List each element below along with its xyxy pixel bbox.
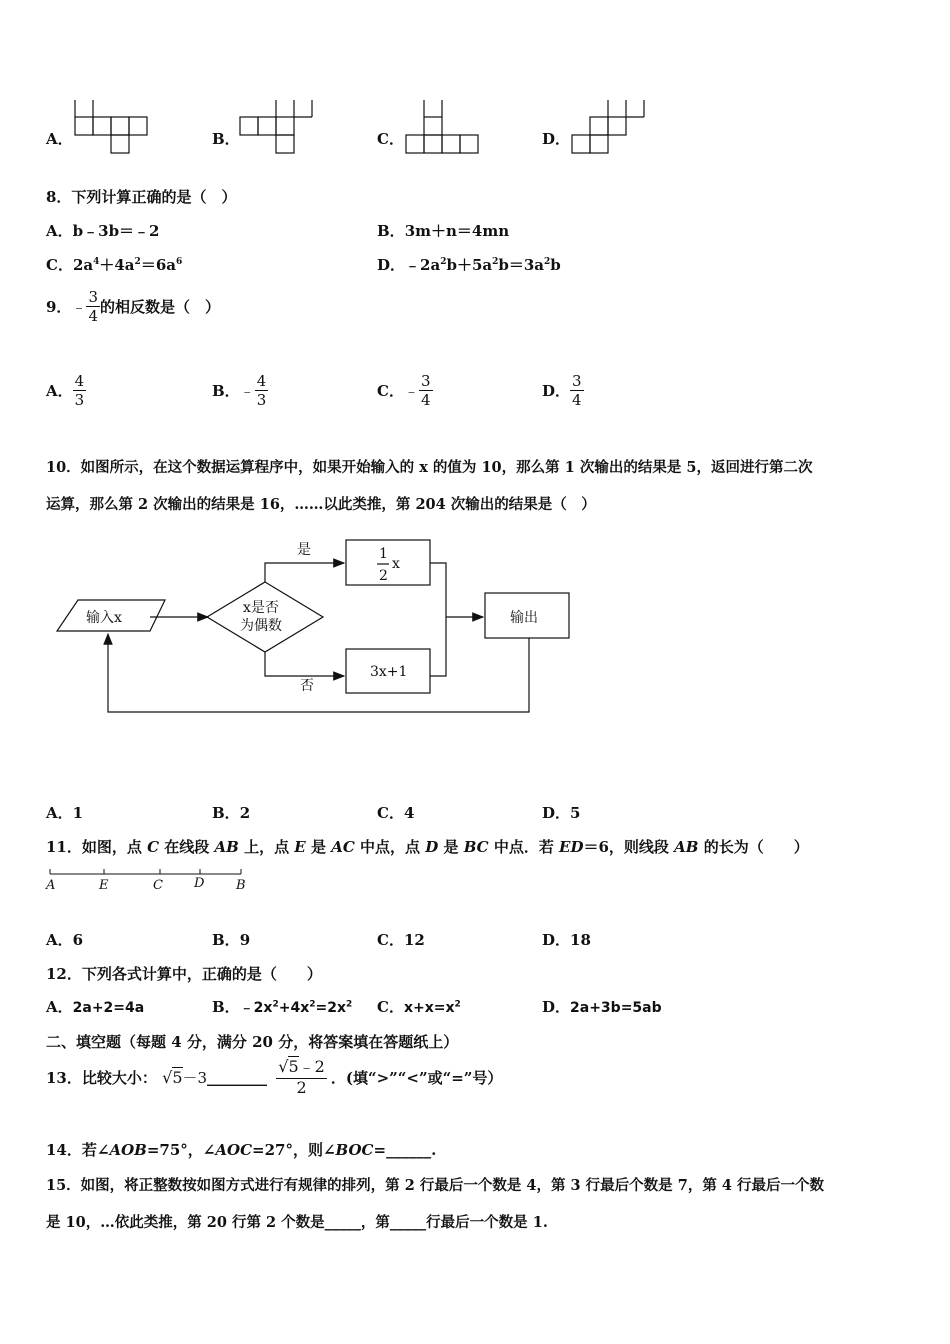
q13-fraction: $\frac{√5﹣2}{2}$ (278, 1057, 325, 1097)
q10-stem-line2: 运算，那么第 2 次输出的结果是 16，……以此类推，第 204 次输出的结果是（ ） (46, 496, 596, 513)
flow-decision-line1: x是否 (243, 600, 279, 616)
flow-input-label: 输入x (86, 610, 122, 626)
point-e-label: E (99, 878, 109, 893)
q14-stem: 14．若∠AOB=75°，∠AOC=27°，则∠BOC=______. (46, 1141, 437, 1159)
net-figure-c (406, 100, 478, 153)
point-d-label: D (194, 876, 205, 891)
q11-segment-figure (0, 862, 950, 896)
q9-fraction: $\frac{3}{4}$ (88, 288, 98, 325)
q9-stem: 9．﹣ $\frac{3}{4}$ 的相反数是（ ） (46, 288, 221, 325)
q9-option-d: D． $\frac{3}{4}$ (542, 372, 582, 409)
q12-stem: 12．下列各式计算中，正确的是（ ） (46, 965, 322, 983)
flow-half-box (346, 540, 430, 585)
q8-stem: 8．下列计算正确的是（ ） (46, 188, 237, 206)
q8-option-a: A．b﹣3b＝﹣2 (46, 222, 160, 240)
flow-half-denominator: 2 (379, 568, 388, 584)
q8-option-c: C．$2a^4+4a^2=6a^6$ (46, 256, 183, 274)
q10-option-b: B．2 (212, 804, 251, 822)
q10-option-a: A．1 (46, 804, 84, 822)
point-a-label: A (46, 878, 56, 893)
q11-option-a: A．6 (46, 931, 84, 949)
q12-option-b: B．$﹣2x^2+4x^2=2x^2$ (212, 998, 353, 1016)
point-c-label: C (153, 878, 163, 893)
q7-net-figures (0, 0, 950, 170)
flow-decision-line2: 为偶数 (240, 618, 282, 634)
q9-option-c: C．﹣ $\frac{3}{4}$ (377, 372, 431, 409)
flow-half-variable: x (392, 556, 400, 572)
q9-option-a: A． $\frac{4}{3}$ (46, 372, 85, 409)
net-figure-a (75, 100, 147, 153)
q13-answer-blank[interactable]: ________ (207, 1068, 268, 1087)
net-figure-d (572, 100, 644, 153)
q10-option-d: D．5 (542, 804, 581, 822)
q11-option-d: D．18 (542, 931, 591, 949)
q11-option-c: C．12 (377, 931, 425, 949)
section-2-heading: 二、填空题（每题 4 分，满分 20 分，将答案填在答题纸上） (46, 1033, 459, 1051)
q11-stem: 11．如图，点 C 在线段 AB 上，点 E 是 AC 中点，点 D 是 BC 中点．若 ED＝6，则线段 AB 的长为（ ） (46, 838, 809, 856)
q15-stem-line1: 15．如图，将正整数按如图方式进行有规律的排列，第 2 行最后一个数是 4，第 3 行最后个数是 7，第 4 行最后一个数 (46, 1177, 825, 1194)
q9-option-b: B．﹣ $\frac{4}{3}$ (212, 372, 267, 409)
q12-option-d: D．2a+3b=5ab (542, 998, 662, 1016)
q10-stem-line1: 10．如图所示，在这个数据运算程序中，如果开始输入的 x 的值为 10，那么第 1 次输出的结果是 5，返回进行第二次 (46, 459, 813, 476)
q10-flowchart (0, 530, 950, 730)
q7-option-a-label: A． (46, 130, 73, 148)
sqrt5-expression: √5 (162, 1068, 183, 1087)
q7-option-c-label: C． (377, 130, 404, 148)
q10-option-c: C．4 (377, 804, 415, 822)
q12-option-c: C．$x+x=x^2$ (377, 998, 461, 1016)
q11-option-b: B．9 (212, 931, 251, 949)
point-b-label: B (236, 878, 246, 893)
flow-decision-diamond (207, 582, 323, 652)
q15-stem-line2: 是 10，…依此类推，第 20 行第 2 个数是_____，第_____行最后一个数是 1. (46, 1214, 548, 1231)
q8-option-d: D．$﹣2a^2b+5a^2b=3a^2b$ (377, 256, 561, 274)
q13-stem: 13．比较大小： √5－3________ $\frac{√5﹣2}{2}$ ．(填“>”“<”或“=”号） (46, 1057, 503, 1097)
q7-option-b-label: B． (212, 130, 240, 148)
flow-half-numerator: 1 (379, 546, 388, 562)
q8-option-b: B．3m＋n＝4mn (377, 222, 510, 240)
flow-yes-label: 是 (297, 542, 311, 558)
flow-no-label: 否 (300, 678, 314, 694)
flow-odd-label: 3x+1 (370, 664, 408, 680)
q7-option-d-label: D． (542, 130, 571, 148)
q12-option-a: A．2a+2=4a (46, 998, 145, 1016)
net-figure-b (240, 100, 312, 153)
flow-output-label: 输出 (510, 610, 538, 626)
